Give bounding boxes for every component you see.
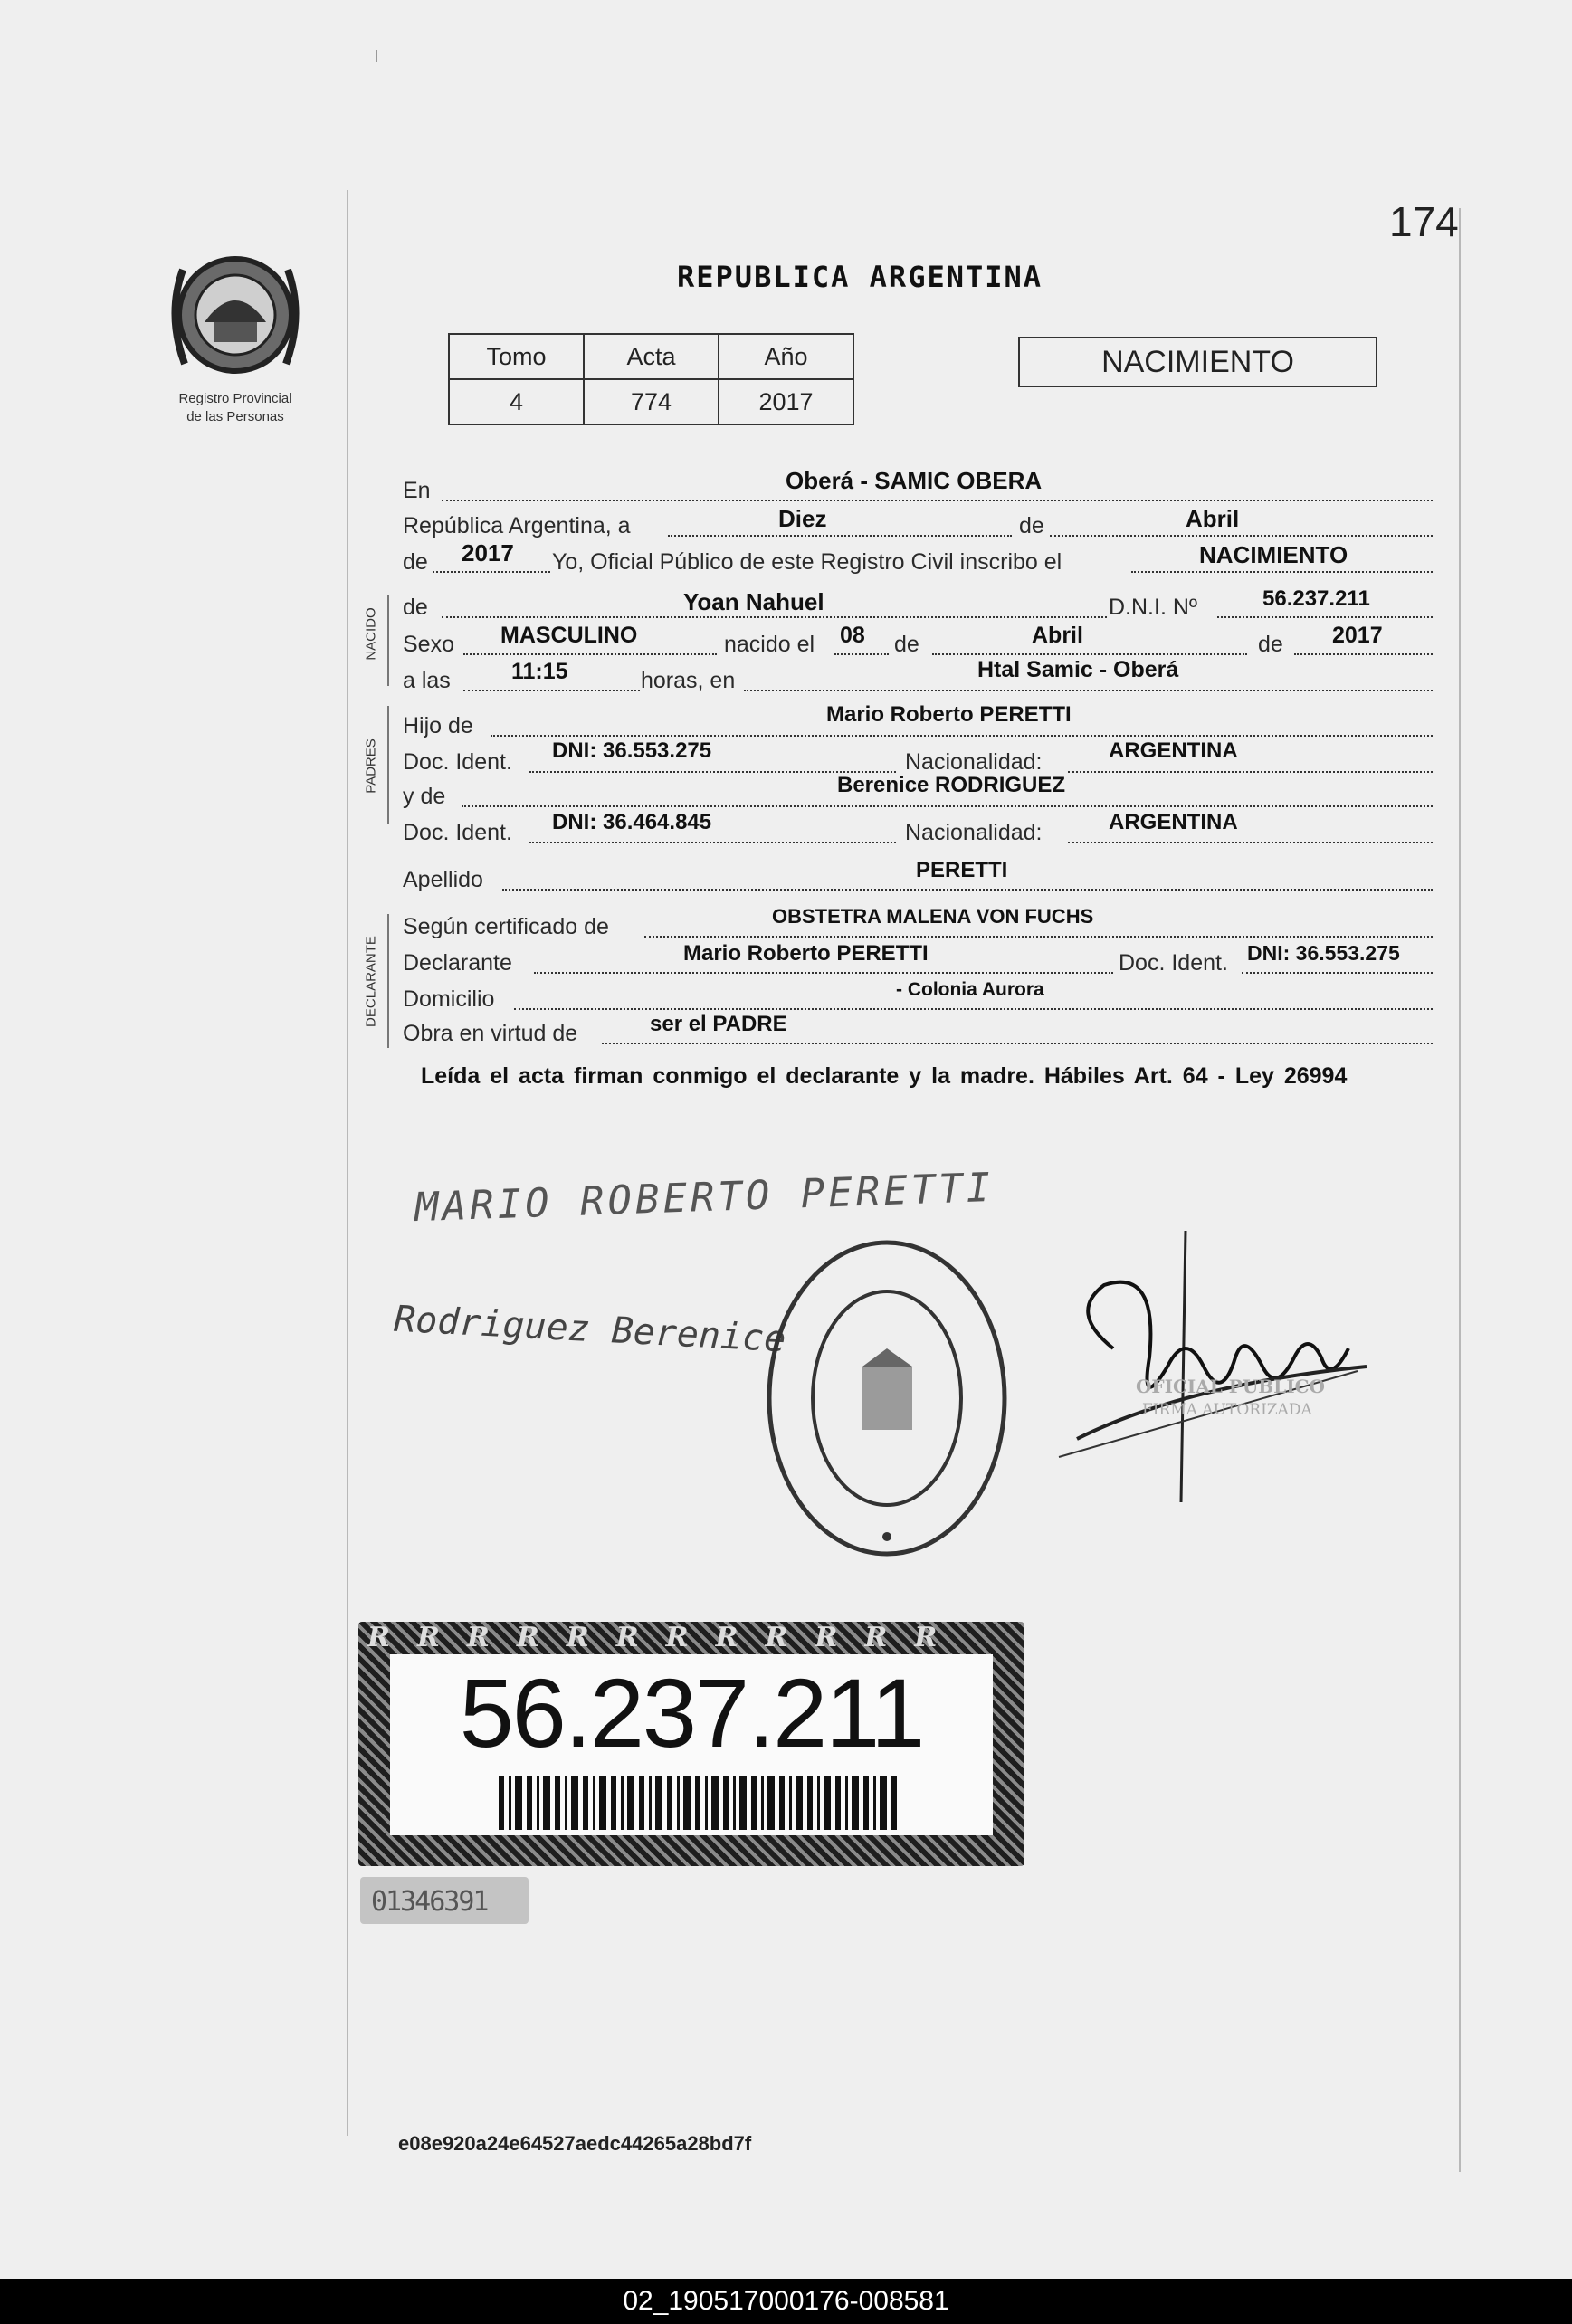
label-doc-ident-declarante: Doc. Ident. [1119,950,1228,976]
value-certificado: OBSTETRA MALENA VON FUCHS [772,905,1094,928]
line-domicilio [514,1008,1433,1010]
line-declarante-dni [1242,972,1433,974]
footer-bar [0,2279,1572,2324]
label-de-anio: de [403,549,428,575]
value-madre-dni: DNI: 36.464.845 [552,810,712,834]
seal-icon [163,243,308,387]
value-mes: Abril [1186,505,1240,532]
value-anio-acto: 2017 [462,539,514,567]
barcode-white-panel [390,1654,993,1835]
line-nac-mes [932,653,1247,655]
mother-handwritten-signature: Rodriguez Berenice [393,1298,787,1361]
line-en [442,500,1433,501]
right-margin-line [1459,208,1461,2172]
header-anio: Año [719,334,853,379]
value-anio: 2017 [719,379,853,424]
label-horas-en: horas, en [641,668,736,693]
line-madre [462,805,1433,807]
signature-scribble-icon [1050,1231,1376,1511]
line-hora [463,690,640,691]
label-de-nac-anio: de [1258,632,1283,657]
label-yo-oficial: Yo, Oficial Público de este Registro Civil inscribo el [552,549,1062,575]
barcode-r-11: R [864,1622,915,1653]
header-acta: Acta [584,334,719,379]
label-republica: República Argentina, a [403,513,631,538]
line-nac-dia [834,653,889,655]
label-de-mes: de [1019,513,1044,538]
barcode-r-4: R [516,1622,567,1653]
value-dia: Diez [778,505,827,532]
label-nacido-el: nacido el [724,632,815,657]
value-declarante: Mario Roberto PERETTI [683,941,929,966]
line-padre-nac [1068,771,1433,773]
line-lugar-nac [744,690,1433,691]
line-madre-dni [529,842,896,843]
padres-section-bar [387,706,389,824]
document-type: NACIMIENTO [1101,345,1294,379]
barcode-r-9: R [765,1622,815,1653]
barcode-r-2: R [416,1622,467,1653]
value-lugar-nac: Htal Samic - Oberá [977,657,1179,682]
value-nombre: Yoan Nahuel [683,588,824,615]
logo-caption-line1: Registro Provincial [178,391,292,406]
value-apellido: PERETTI [916,858,1008,882]
barcode-r-6: R [615,1622,666,1653]
line-dni [1217,616,1433,618]
label-hijo-de: Hijo de [403,713,473,738]
value-dni: 56.237.211 [1262,586,1370,611]
value-sexo: MASCULINO [500,623,638,648]
line-dia [668,535,1012,537]
logo-caption-line2: de las Personas [186,409,284,424]
registry-round-stamp [756,1231,1018,1566]
label-obra-en-virtud: Obra en virtud de [403,1021,578,1046]
barcode-r-5: R [566,1622,616,1653]
value-padre-nac: ARGENTINA [1109,738,1238,763]
label-dni-no: D.N.I. Nº [1109,595,1198,620]
label-en: En [403,478,431,503]
label-segun-certificado: Según certificado de [403,914,609,939]
round-stamp-icon [756,1231,1018,1566]
value-virtud: ser el PADRE [650,1012,787,1036]
barcode-r-12: R [914,1622,965,1653]
label-nacionalidad-madre: Nacionalidad: [905,820,1043,845]
barcode-r-3: R [466,1622,517,1653]
line-sexo [463,653,717,655]
barcode-r-8: R [715,1622,766,1653]
section-label-declarante: DECLARANTE [363,936,379,1027]
section-label-nacido: NACIDO [363,607,379,661]
label-doc-ident-madre: Doc. Ident. [403,820,512,845]
value-madre-nac: ARGENTINA [1109,810,1238,834]
line-mes [1050,535,1433,537]
value-acto: NACIMIENTO [1199,541,1348,568]
line-madre-nac [1068,842,1433,843]
label-de-nac-mes: de [894,632,919,657]
value-nac-anio: 2017 [1332,623,1383,648]
label-de-nombre: de [403,595,428,620]
control-number: 01346391 [371,1886,488,1918]
footer-id: 02_190517000176-008581 [623,2286,949,2316]
line-acto [1131,571,1433,573]
value-acta: 774 [584,379,719,424]
value-lugar: Oberá - SAMIC OBERA [786,467,1043,494]
faded-stamp-line1: OFICIAL PUBLICO [1136,1376,1325,1397]
barcode-r-1: R [367,1622,417,1653]
top-tick [376,50,377,62]
barcode-r-7: R [665,1622,716,1653]
closing-text: Leída el acta firman conmigo el declarante y la madre. Hábiles Art. 64 - Ley 26994 [421,1063,1348,1089]
barcode-label [358,1622,1024,1866]
label-nacionalidad-padre: Nacionalidad: [905,749,1043,775]
declarante-section-bar [387,914,389,1048]
line-nombre [442,616,1107,618]
value-padre-dni: DNI: 36.553.275 [552,738,712,763]
label-sexo: Sexo [403,632,454,657]
label-a-las: a las [403,668,451,693]
value-nac-dia: 08 [840,623,865,648]
barcode-number: 56.237.211 [459,1658,924,1767]
line-anio [433,571,550,573]
document-title: REPUBLICA ARGENTINA [677,260,1043,294]
barcode-r-10: R [815,1622,865,1653]
official-signature [1050,1231,1376,1511]
value-nac-mes: Abril [1032,623,1083,648]
label-apellido: Apellido [403,867,483,892]
line-apellido [502,889,1433,891]
document-type-box [1018,337,1377,387]
page-number: 174 [1389,198,1459,245]
declarant-handwritten-name: MARIO ROBERTO PERETTI [414,1164,995,1232]
faded-stamp-line2: FIRMA AUTORIZADA [1142,1401,1312,1419]
value-declarante-dni: DNI: 36.553.275 [1247,941,1400,965]
label-y-de: y de [403,784,446,809]
header-tomo: Tomo [449,334,584,379]
document-hash: e08e920a24e64527aedc44265a28bd7f [398,2132,752,2155]
barcode-r-pattern [367,1622,1015,1654]
left-margin-line [347,190,348,2136]
value-tomo: 4 [449,379,584,424]
label-domicilio: Domicilio [403,986,495,1012]
provincial-seal-logo [163,243,308,387]
reference-table [448,333,854,425]
label-declarante: Declarante [403,950,512,976]
line-certificado [644,936,1433,938]
value-hora: 11:15 [511,659,568,684]
line-nac-anio [1294,653,1433,655]
control-number-tag [360,1877,529,1924]
value-padre: Mario Roberto PERETTI [826,702,1072,727]
value-madre: Berenice RODRIGUEZ [837,773,1066,797]
label-doc-ident-padre: Doc. Ident. [403,749,512,775]
barcode-bars [499,1776,897,1830]
section-label-padres: PADRES [363,738,379,794]
nacido-section-bar [387,595,389,686]
value-domicilio: - Colonia Aurora [896,979,1044,1000]
line-padre [491,735,1433,737]
line-declarante [534,972,1113,974]
line-virtud [602,1043,1433,1044]
